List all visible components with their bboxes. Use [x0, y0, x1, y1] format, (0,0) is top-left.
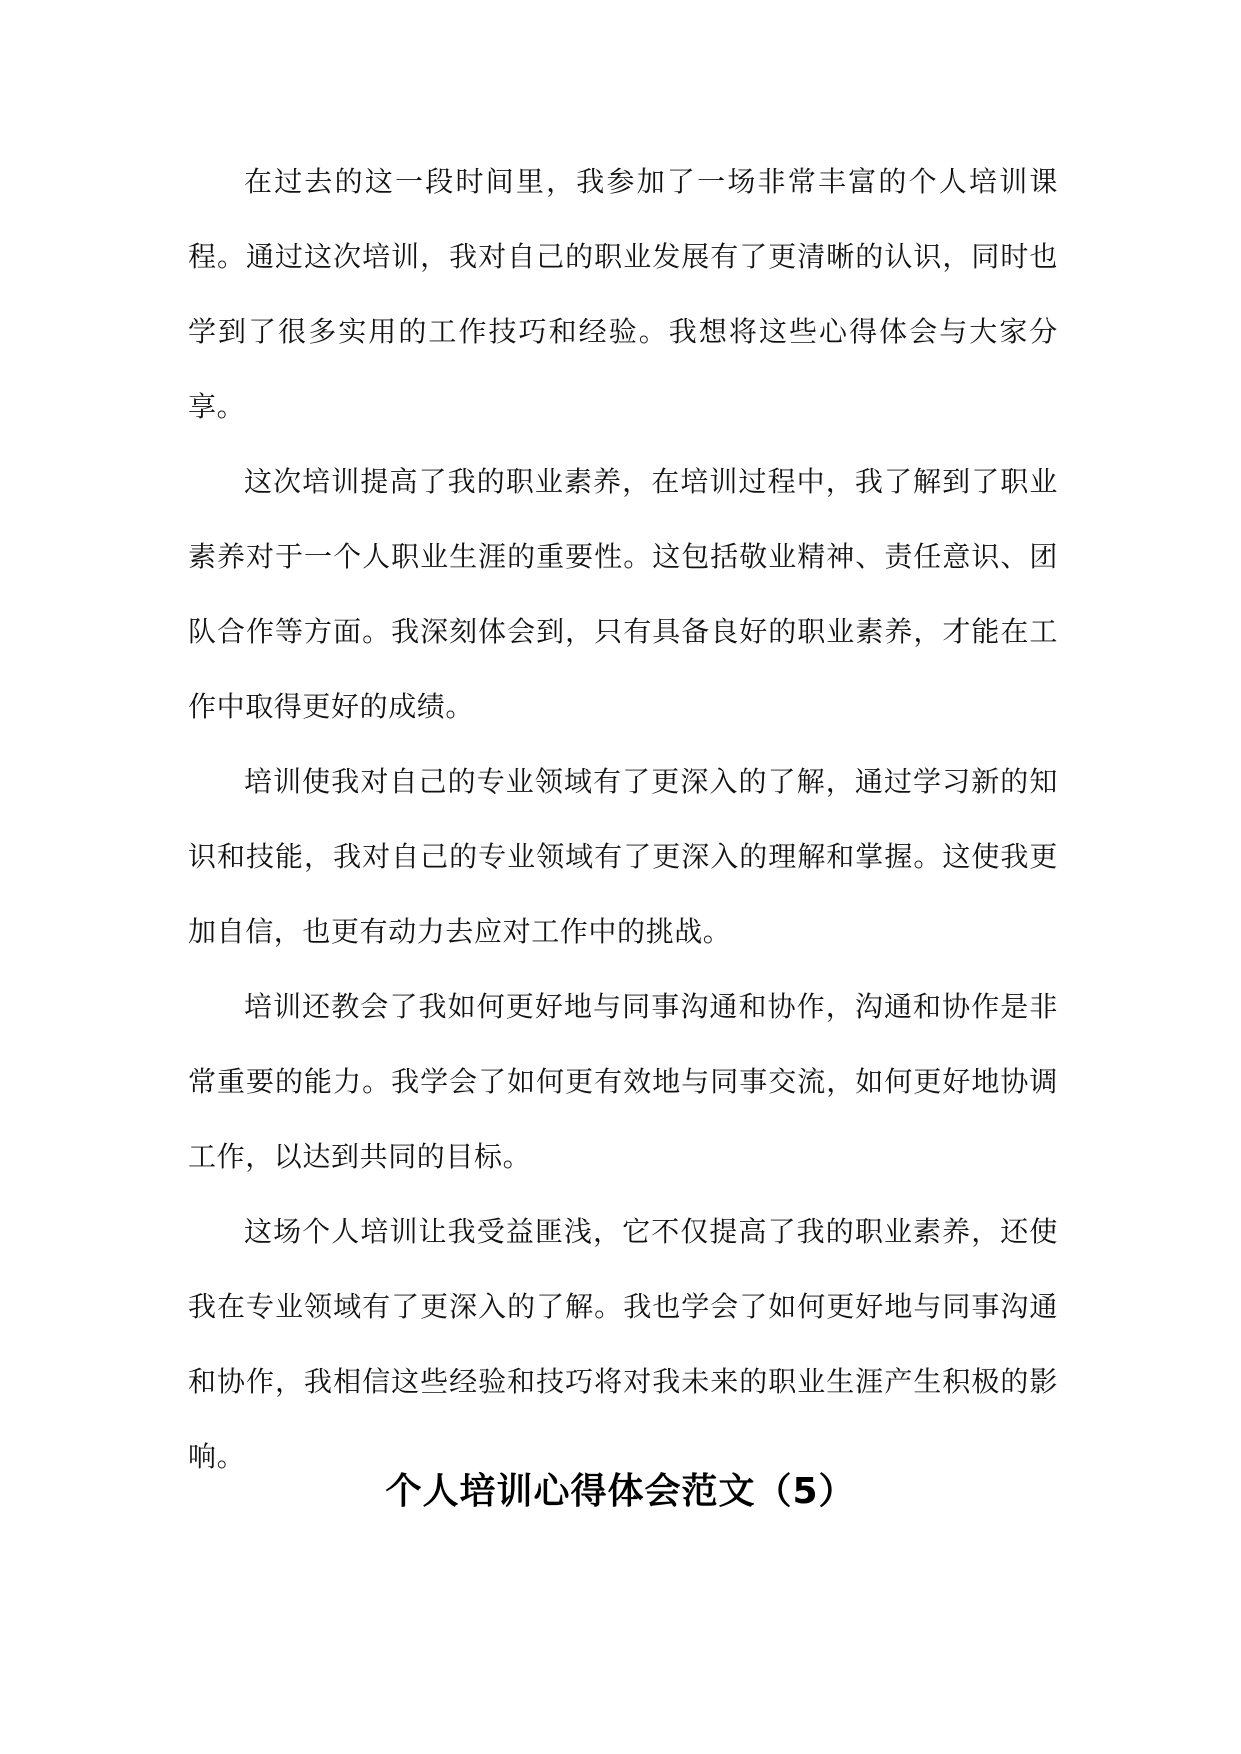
paragraph-1: 在过去的这一段时间里，我参加了一场非常丰富的个人培训课程。通过这次培训，我对自己的职业发展有了更清晰的认识，同时也学到了很多实用的工作技巧和经验。我想将这些心得体会与大家分享。: [188, 165, 1058, 423]
document-body: [188, 144, 1058, 1494]
section-title: 个人培训心得体会范文（5）: [385, 1471, 856, 1512]
paragraph-4: 培训还教会了我如何更好地与同事沟通和协作，沟通和协作是非常重要的能力。我学会了如何更有效地与同事交流，如何更好地协调工作，以达到共同的目标。: [188, 990, 1058, 1173]
paragraph-3: 培训使我对自己的专业领域有了更深入的了解，通过学习新的知识和技能，我对自己的专业领域有了更深入的理解和掌握。这使我更加自信，也更有动力去应对工作中的挑战。: [188, 765, 1058, 948]
paragraph-5: 这场个人培训让我受益匪浅，它不仅提高了我的职业素养，还使我在专业领域有了更深入的了解。我也学会了如何更好地与同事沟通和协作，我相信这些经验和技巧将对我未来的职业生涯产生积极的影响。: [188, 1215, 1058, 1473]
paragraph-2: 这次培训提高了我的职业素养，在培训过程中，我了解到了职业素养对于一个人职业生涯的重要性。这包括敬业精神、责任意识、团队合作等方面。我深刻体会到，只有具备良好的职业素养，才能在工作中取得更好的成绩。: [188, 465, 1058, 723]
